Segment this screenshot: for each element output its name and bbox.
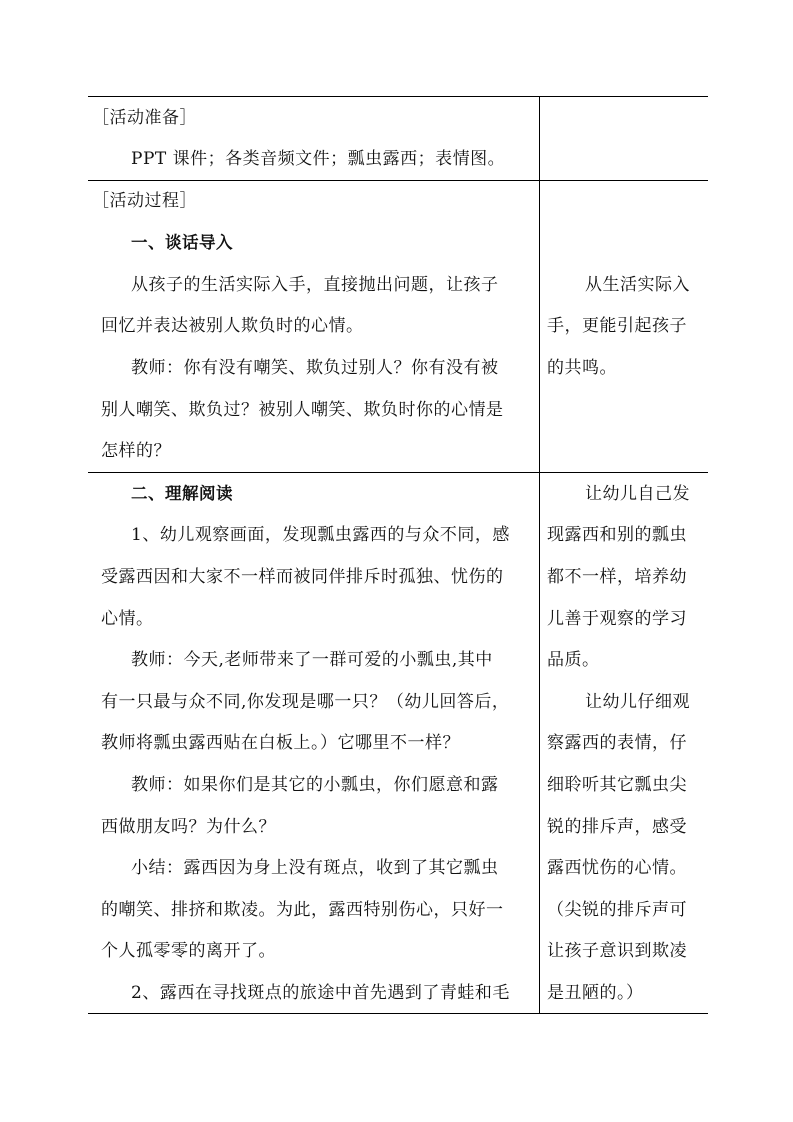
section2-note-line: 品质。: [547, 650, 600, 670]
section2-note-line: 察露西的表情，仔: [547, 733, 687, 753]
section2-line: 心情。: [101, 609, 154, 629]
row-divider-2: [88, 472, 708, 473]
section2-line: 受露西因和大家不一样而被同伴排斥时孤独、忧伤的: [101, 567, 504, 587]
section2-line: 有一只最与众不同,你发现是哪一只？（幼儿回答后，: [101, 692, 510, 712]
section1-note-line: 手，更能引起孩子: [547, 316, 687, 336]
section2-note-line: 儿善于观察的学习: [547, 609, 687, 629]
section2-note-line: 锐的排斥声，感受: [547, 817, 687, 837]
section2-line: 教师：如果你们是其它的小瓢虫，你们愿意和露: [131, 775, 499, 795]
section1-title: 一、谈话导入: [131, 233, 233, 252]
section1-line: 教师：你有没有嘲笑、欺负过别人？你有没有被: [131, 358, 499, 378]
section1-line: 回忆并表达被别人欺负时的心情。: [101, 316, 364, 336]
section2-note-line: 都不一样，培养幼: [547, 567, 687, 587]
section2-note-line: 让孩子意识到欺凌: [547, 941, 687, 961]
section1-line: 别人嘲笑、欺负过？被别人嘲笑、欺负时你的心情是: [101, 400, 504, 420]
section2-line: 2、露西在寻找斑点的旅途中首先遇到了青蛙和毛: [131, 983, 510, 1003]
section2-title: 二、理解阅读: [131, 484, 233, 503]
column-divider: [539, 96, 540, 1013]
section2-line: 教师：今天,老师带来了一群可爱的小瓢虫,其中: [131, 650, 493, 670]
section2-line: 1、幼儿观察画面，发现瓢虫露西的与众不同，感: [131, 525, 510, 545]
prep-content: PPT 课件；各类音频文件；瓢虫露西；表情图。: [131, 149, 506, 169]
section2-note-line: 细聆听其它瓢虫尖: [547, 775, 687, 795]
section2-note-line: 是丑陋的。）: [547, 983, 644, 1003]
section2-note-line: （尖锐的排斥声可: [547, 900, 687, 920]
row-divider-1: [88, 180, 708, 181]
section2-line: 个人孤零零的离开了。: [101, 941, 276, 961]
section2-line: 教师将瓢虫露西贴在白板上。）它哪里不一样？: [101, 733, 460, 753]
section2-line: 的嘲笑、排挤和欺凌。为此，露西特别伤心，只好一: [101, 900, 504, 920]
table-top-border: [88, 96, 708, 97]
section1-note-line: 从生活实际入: [585, 275, 690, 295]
section1-line: 从孩子的生活实际入手，直接抛出问题，让孩子: [131, 275, 499, 295]
prep-heading: ［活动准备］: [92, 108, 197, 128]
section2-line: 小结：露西因为身上没有斑点，收到了其它瓢虫: [131, 858, 499, 878]
table-bottom-border: [88, 1013, 708, 1014]
section1-line: 怎样的？: [101, 441, 171, 461]
process-heading: ［活动过程］: [92, 191, 197, 211]
section2-note-line: 让幼儿自己发: [585, 484, 690, 504]
section2-note-line: 让幼儿仔细观: [585, 692, 690, 712]
section2-note-line: 现露西和别的瓢虫: [547, 525, 687, 545]
section2-line: 西做朋友吗？为什么？: [101, 817, 276, 837]
section2-note-line: 露西忧伤的心情。: [547, 858, 687, 878]
section1-note-line: 的共鸣。: [547, 358, 617, 378]
